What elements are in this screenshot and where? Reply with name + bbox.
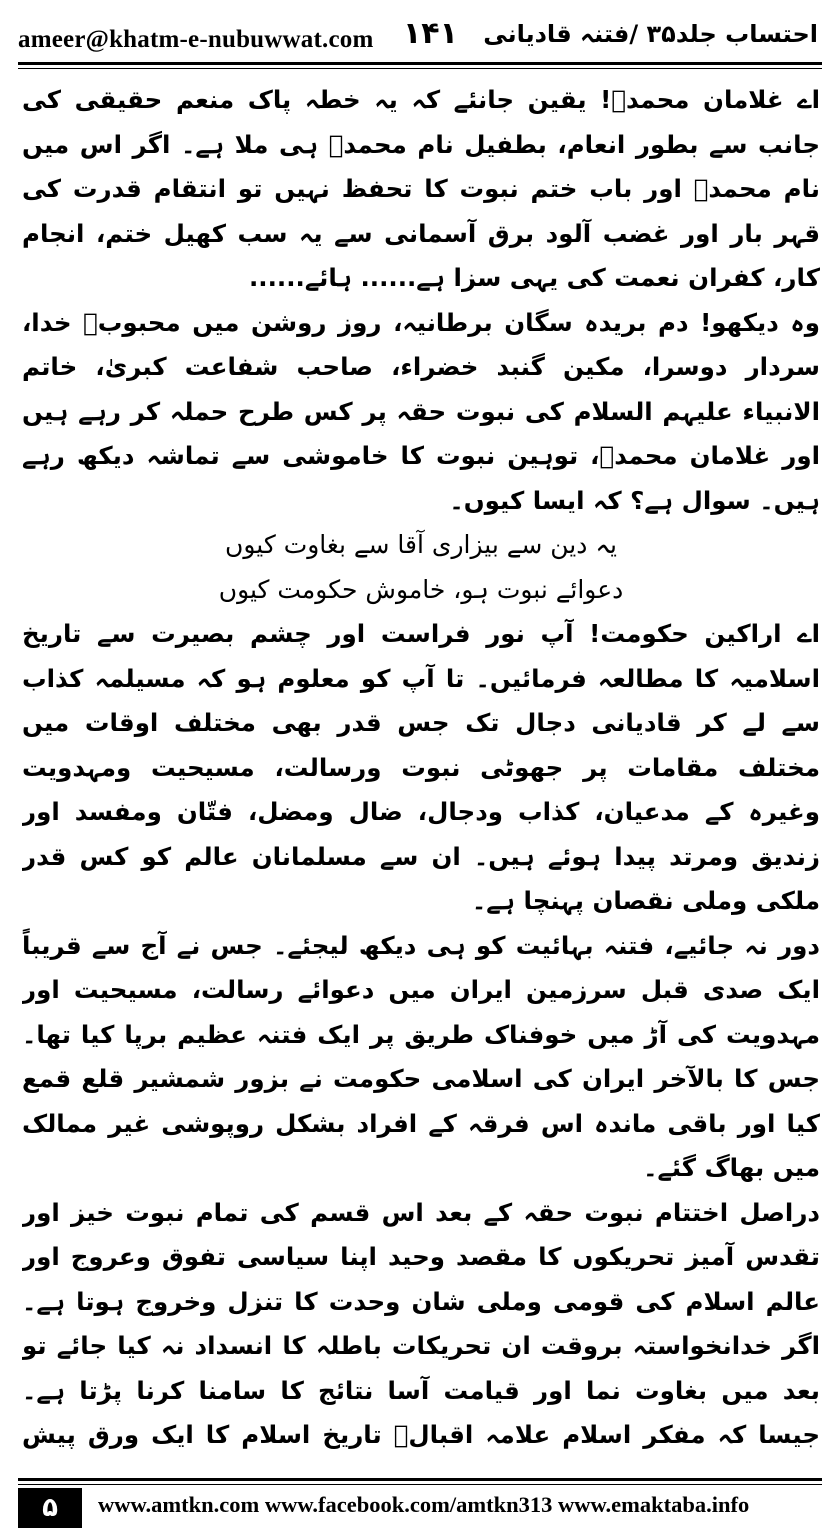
paragraph: دور نہ جائیے، فتنہ بہائیت کو ہی دیکھ لیجئے۔ جس نے آج سے قریباً ایک صدی قبل سرزمین ایران میں دعوائے رسالت، مسیحیت اور مہدویت کی آڑ میں خوفناک طریق پر ایک فتنہ عظیم برپا کیا تھا۔ جس کا بالآخر ایران کی اسلامی حکومت نے بزور شمشیر قلع قمع کیا اور باقی ماندہ اس فرقہ کے افراد بشکل روپوشی غیر ممالک میں بھاگ گئے۔ [22,930,820,1182]
paragraph: اے غلامان محمدؐ! یقین جانئے کہ یہ خطہ پاک منعم حقیقی کی جانب سے بطور انعام، بطفیل نام محمدؐ ہی ملا ہے۔ اگر اس میں نام محمدؐ اور باب ختم نبوت کا تحفظ نہیں تو انتقام قدرت کی قہر بار اور غضب آلود برق آسمانی سے یہ سب کھیل ختم، انجام کار، کفران نعمت کی یہی سزا ہے...... ہائے...... [22,85,820,292]
verse-line: یہ دین سے بیزاری آقا سے بغاوت کیوں [225,530,617,559]
page-body [22,78,820,1458]
header-rule [18,62,822,65]
header-email: ameer@khatm-e-nubuwwat.com [18,26,374,53]
paragraph: اے اراکین حکومت! آپ نور فراست اور چشم بصیرت سے تاریخ اسلامیہ کا مطالعہ فرمائیں۔ تا آپ کو معلوم ہو کہ مسیلمہ کذاب سے لے کر قادیانی دجال تک جس قدر بھی مختلف اوقات میں مختلف مقامات پر جھوٹی نبوت ورسالت، مسیحیت ومہدویت وغیرہ کے مدعیان، کذاب ودجال، ضال ومضل، فتّان ومفسد اور زندیق ومرتد پیدا ہوئے ہیں۔ ان سے مسلمانان عالم کو کس قدر ملکی وملی نقصان پہنچا ہے۔ [22,619,820,915]
page-header [18,14,822,58]
footer-rule [18,1478,822,1481]
footer-links: www.amtkn.com www.facebook.com/amtkn313 www.emaktaba.info [98,1492,750,1517]
header-book-title: احتساب جلد۳۵ /فتنہ قادیانی [483,20,818,48]
page-footer [18,1478,822,1528]
verse-line: دعوائے نبوت ہو، خاموش حکومت کیوں [218,574,624,604]
header-rule-thin [18,68,822,69]
footer-rule-thin [18,1484,822,1485]
header-page-number: ۱۴۱ [403,16,458,51]
footer-chapter-number: ۵ [18,1488,82,1528]
paragraph: وہ دیکھو! دم بریدہ سگان برطانیہ، روز روشن میں محبوبؐ خدا، سردار دوسرا، مکین گنبد خضراء، صاحب شفاعت کبریٰ، خاتم الانبیاء علیہم السلام کی نبوت حقہ پر کس طرح حملہ کر رہے ہیں اور غلامان محمدؐ، توہین نبوت کا خاموشی سے تماشہ دیکھ رہے ہیں۔ سوال ہے؟ کہ ایسا کیوں۔ [22,307,820,515]
paragraph: دراصل اختتام نبوت حقہ کے بعد اس قسم کی تمام نبوت خیز اور تقدس آمیز تحریکوں کا مقصد وحید اپنا سیاسی تفوق وعروج اور عالم اسلام کی قومی وملی شان وحدت کا تنزل وخروج ہوتا ہے۔ اگر خدانخواستہ بروقت ان تحریکات باطلہ کا انسداد نہ کیا جائے تو بعد میں بغاوت نما اور قیامت آسا نتائج کا سامنا کرنا پڑتا ہے۔ جیسا کہ مفکر اسلام علامہ اقبالؒ تاریخ اسلام کا ایک ورق پیش [22,1197,820,1449]
